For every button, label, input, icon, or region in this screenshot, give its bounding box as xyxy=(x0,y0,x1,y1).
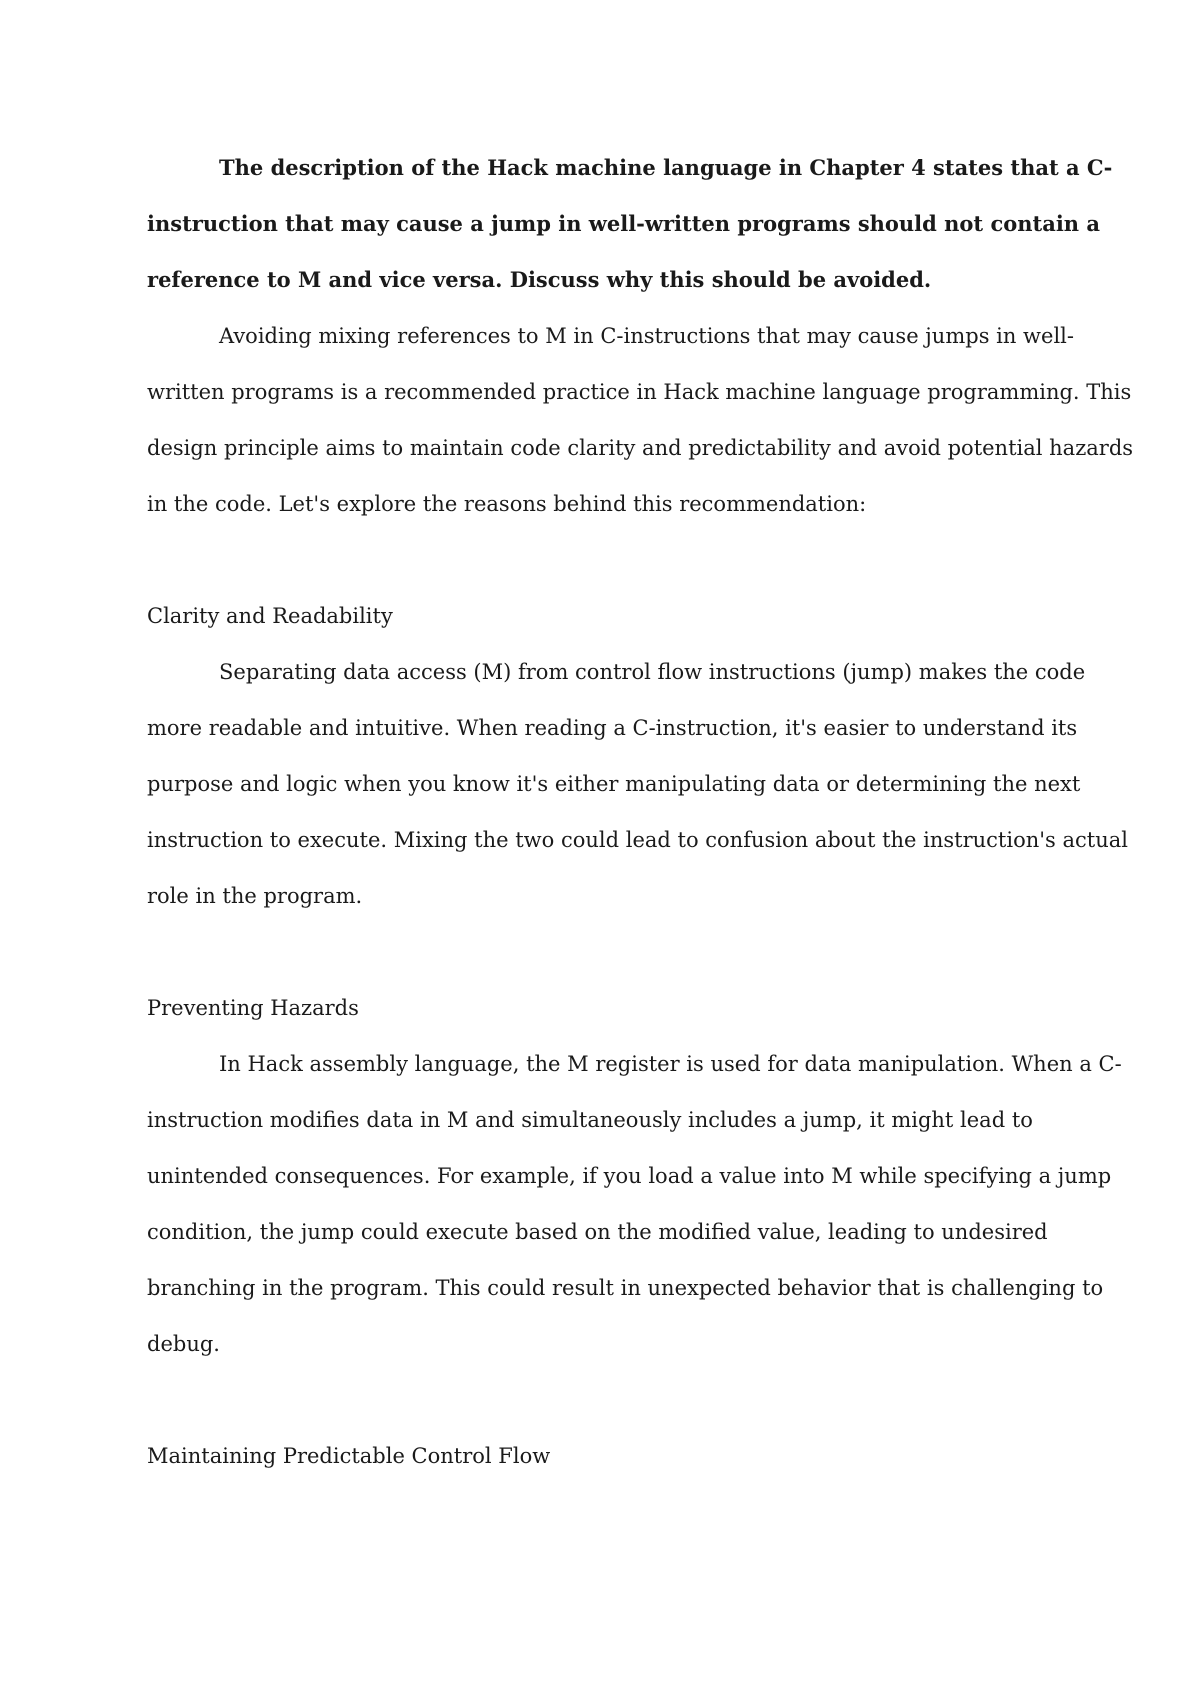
intro-line: in the code. Let's explore the reasons behind this recommendation: xyxy=(147,492,867,516)
section-heading: Maintaining Predictable Control Flow xyxy=(147,1444,551,1468)
question-paragraph xyxy=(147,140,1113,308)
section-line: more readable and intuitive. When reading a C-instruction, it's easier to understand its xyxy=(147,716,1078,740)
question-line: instruction that may cause a jump in well-written programs should not contain a xyxy=(147,211,1100,236)
section-line: role in the program. xyxy=(147,884,363,908)
section-clarity xyxy=(147,588,1128,924)
section-line: In Hack assembly language, the M register is used for data manipulation. When a C- xyxy=(219,1052,1122,1076)
section-line: condition, the jump could execute based on the modified value, leading to undesired xyxy=(147,1220,1048,1244)
section-control-flow xyxy=(147,1428,1057,1484)
section-line: branching in the program. This could result in unexpected behavior that is challenging to xyxy=(147,1276,1104,1300)
intro-line: Avoiding mixing references to M in C-instructions that may cause jumps in well- xyxy=(219,324,1074,348)
section-line: instruction modifies data in M and simultaneously includes a jump, it might lead to xyxy=(147,1108,1033,1132)
question-line: reference to M and vice versa. Discuss why this should be avoided. xyxy=(147,267,932,292)
question-line: The description of the Hack machine language in Chapter 4 states that a C- xyxy=(219,155,1113,180)
section-line: Separating data access (M) from control flow instructions (jump) makes the code xyxy=(219,660,1086,684)
section-line: purpose and logic when you know it's either manipulating data or determining the next xyxy=(147,772,1081,796)
intro-line: design principle aims to maintain code clarity and predictability and avoid potential hazards xyxy=(147,436,1134,460)
spacer xyxy=(147,532,1057,588)
section-line: instruction to execute. Mixing the two could lead to confusion about the instruction's actual xyxy=(147,828,1128,852)
section-heading: Clarity and Readability xyxy=(147,604,393,628)
section-heading: Preventing Hazards xyxy=(147,996,359,1020)
spacer xyxy=(147,1372,1057,1428)
section-hazards xyxy=(147,980,1122,1372)
section-line: unintended consequences. For example, if you load a value into M while specifying a jump xyxy=(147,1164,1112,1188)
intro-paragraph xyxy=(147,308,1134,532)
spacer xyxy=(147,924,1057,980)
section-line: debug. xyxy=(147,1332,220,1356)
intro-line: written programs is a recommended practice in Hack machine language programming. This xyxy=(147,380,1132,404)
document-body xyxy=(147,140,1134,1484)
